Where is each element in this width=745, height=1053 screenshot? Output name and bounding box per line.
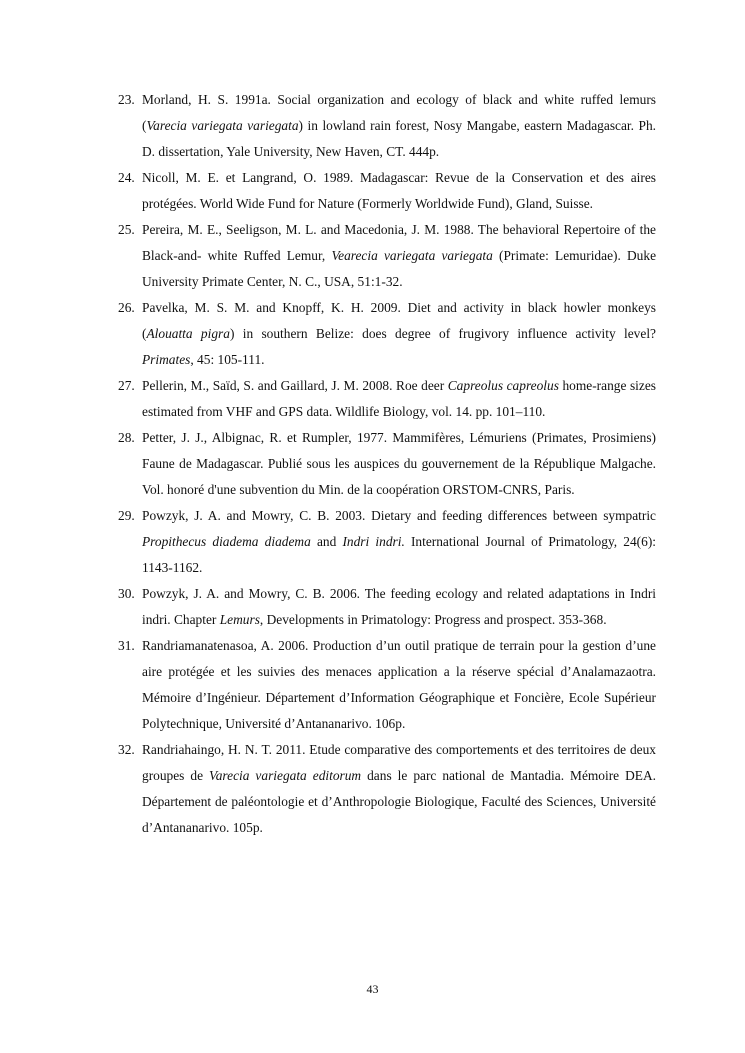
reference-number: 32. xyxy=(118,742,135,757)
reference-item xyxy=(118,373,656,425)
reference-text xyxy=(142,508,656,575)
italic-title-segment: Vearecia variegata variegata xyxy=(331,248,493,263)
reference-item xyxy=(118,217,656,295)
reference-text xyxy=(142,222,656,289)
reference-item xyxy=(118,503,656,581)
text-segment: International Journal of Primatology, 24(6): 1143-1162. xyxy=(142,534,657,575)
reference-number: 24. xyxy=(118,170,135,185)
reference-item xyxy=(118,737,656,841)
reference-text xyxy=(142,300,656,367)
reference-text xyxy=(142,170,656,211)
text-segment: ) in southern Belize: does degree of frugivory influence activity level? xyxy=(229,326,656,341)
reference-item xyxy=(118,633,656,737)
text-segment: Nicoll, M. E. et Langrand, O. 1989. Madagascar: Revue de la Conservation et des aires protégées. World Wide Fund for Nature (Formerly Worldwide Fund), Gland, Suisse. xyxy=(142,170,656,211)
text-segment: Petter, J. J., Albignac, R. et Rumpler, 1977. Mammifères, Lémuriens (Primates, Prosimiens) Faune de Madagascar. Publié sous les auspices du gouvernement de la République Malgache. Vol. honoré d'une subvention du Min. de la coopération ORSTOM-CNRS, Paris. xyxy=(142,430,656,497)
reference-item xyxy=(118,295,656,373)
reference-item xyxy=(118,581,656,633)
text-segment: ) in lowland rain forest, Nosy Mangabe, eastern Madagascar. Ph. D. dissertation, Yale University, New Haven, CT. 444p. xyxy=(142,118,656,159)
reference-number: 27. xyxy=(118,378,135,393)
text-segment: Pereira, M. E., Seeligson, M. L. and Macedonia, J. M. 1988. The behavioral Repertoire of the Black-and- white Ruffed Lemur, xyxy=(142,222,656,263)
text-segment: Morland, H. S. 1991a. Social organization and ecology of black and white ruffed lemurs ( xyxy=(142,92,656,133)
text-segment: Powzyk, J. A. and Mowry, C. B. 2006. The feeding ecology and related adaptations in Indri indri. Chapter xyxy=(142,586,656,627)
reference-text xyxy=(142,742,656,835)
italic-title-segment: Lemurs xyxy=(219,612,260,627)
reference-number: 29. xyxy=(118,508,135,523)
text-segment: Pavelka, M. S. M. and Knopff, K. H. 2009. Diet and activity in black howler monkeys ( xyxy=(142,300,656,341)
text-segment: and xyxy=(310,534,343,549)
text-segment: (Primate: Lemuridae). Duke University Primate Center, N. C., USA, 51:1-32. xyxy=(142,248,657,289)
reference-number: 26. xyxy=(118,300,135,315)
reference-item xyxy=(118,425,656,503)
italic-title-segment: Varecia variegata variegata xyxy=(146,118,299,133)
text-segment: dans le parc national de Mantadia. Mémoire DEA. Département de paléontologie et d’Anthropologie Biologique, Faculté des Sciences, Université d’Antananarivo. 105p. xyxy=(142,768,656,835)
reference-text xyxy=(142,638,656,731)
reference-text xyxy=(142,586,656,627)
reference-text xyxy=(142,92,656,159)
reference-item xyxy=(118,165,656,217)
reference-number: 28. xyxy=(118,430,135,445)
italic-title-segment: Alouatta pigra xyxy=(146,326,230,341)
italic-title-segment: Varecia variegata editorum xyxy=(209,768,362,783)
reference-text xyxy=(142,378,656,419)
italic-title-segment: Primates xyxy=(142,352,191,367)
reference-number: 25. xyxy=(118,222,135,237)
reference-number: 30. xyxy=(118,586,135,601)
text-segment: Pellerin, M., Saïd, S. and Gaillard, J. M. 2008. Roe deer xyxy=(142,378,448,393)
italic-title-segment: Propithecus diadema diadema xyxy=(142,534,311,549)
italic-title-segment: Capreolus capreolus xyxy=(447,378,559,393)
page-number: 43 xyxy=(366,982,379,996)
italic-title-segment: Indri indri. xyxy=(342,534,405,549)
reference-item xyxy=(118,87,656,165)
text-segment: home-range sizes estimated from VHF and GPS data. Wildlife Biology, vol. 14. pp. 101–110. xyxy=(142,378,657,419)
text-segment: , 45: 105-111. xyxy=(190,352,265,367)
reference-text xyxy=(142,430,656,497)
text-segment: , Developments in Primatology: Progress and prospect. 353-368. xyxy=(259,612,607,627)
reference-number: 31. xyxy=(118,638,135,653)
reference-list xyxy=(118,87,656,841)
text-segment: Powzyk, J. A. and Mowry, C. B. 2003. Dietary and feeding differences between sympatric xyxy=(142,508,656,523)
reference-number: 23. xyxy=(118,92,135,107)
text-segment: Randriahaingo, H. N. T. 2011. Etude comparative des comportements et des territoires de deux groupes de xyxy=(142,742,656,783)
text-segment: Randriamanatenasoa, A. 2006. Production d’un outil pratique de terrain pour la gestion d’une aire protégée et les suivies des menaces application a la réserve spécial d’Analamazaotra. Mémoire d’Ingénieur. Département d’Information Géographique et Foncière, Ecole Supérieur Polytechnique, Université d’Antananarivo. 106p. xyxy=(142,638,656,731)
